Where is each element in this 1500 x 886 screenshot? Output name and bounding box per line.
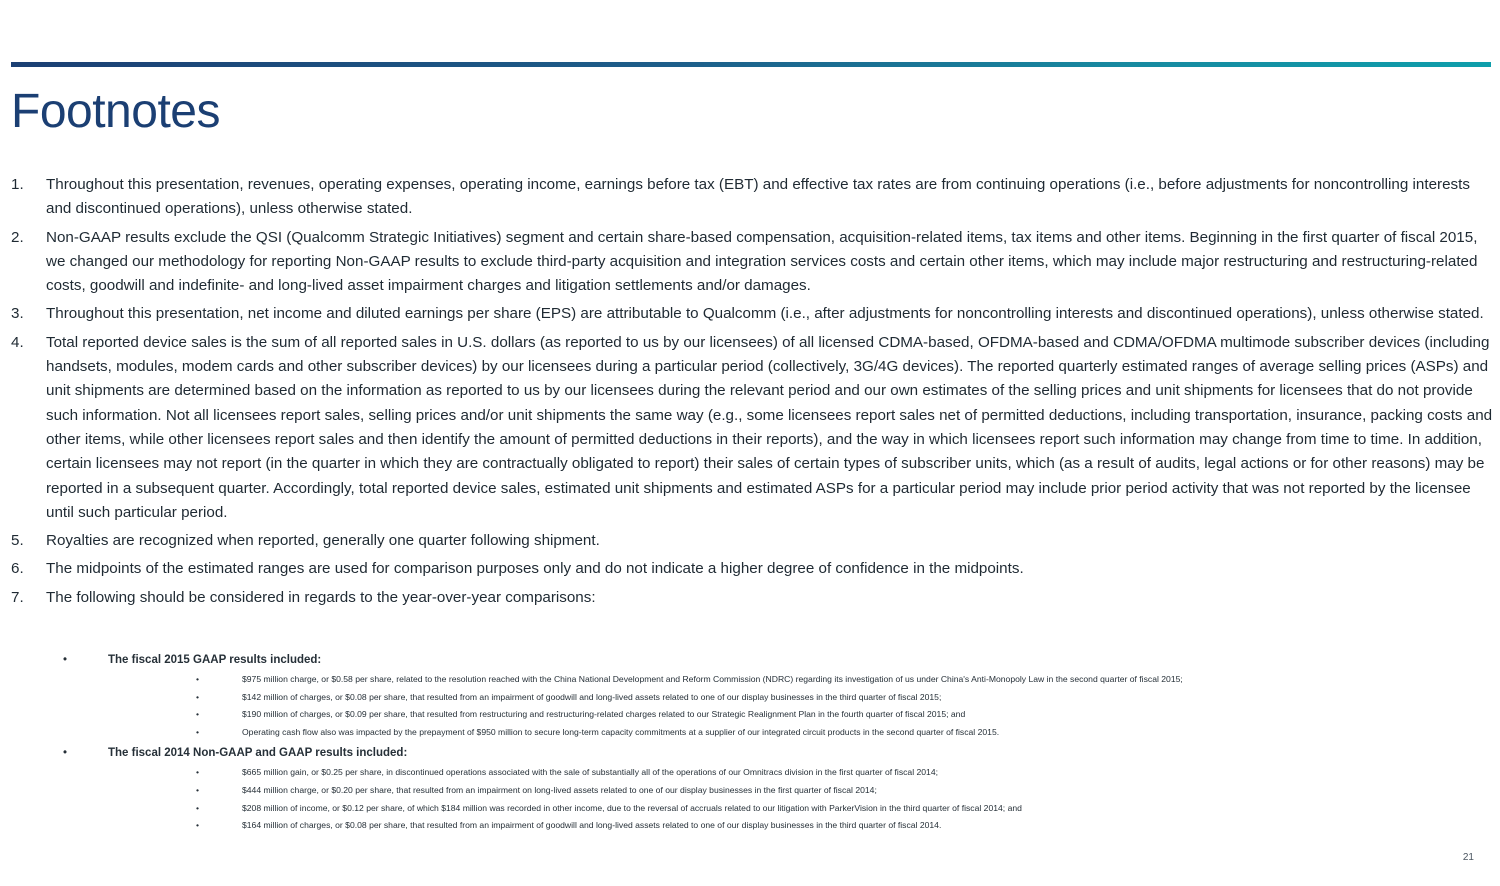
- bullet-icon: •: [196, 726, 200, 737]
- detail-item: [108, 671, 1495, 689]
- bullet-icon: •: [196, 709, 200, 720]
- detail-item: [108, 817, 1495, 835]
- footnote-number: 4.: [11, 333, 24, 351]
- footnote-number: 5.: [11, 532, 24, 550]
- subsection-heading: The fiscal 2015 GAAP results included:: [108, 654, 322, 666]
- subsection-fiscal-2015: [11, 652, 1495, 741]
- subsection-fiscal-2014: [11, 745, 1495, 834]
- footnote-1: [11, 173, 1495, 222]
- detail-item: [108, 706, 1495, 724]
- bullet-icon: •: [196, 784, 200, 795]
- year-over-year-details: [11, 652, 1495, 839]
- footnote-text: The midpoints of the estimated ranges are used for comparison purposes only and do not indicate a higher degree of confidence in the midpoints.: [46, 560, 1024, 578]
- footnote-number: 1.: [11, 176, 24, 193]
- detail-text: $142 million of charges, or $0.08 per share, that resulted from an impairment of goodwill and long-lived assets related to one of our display businesses in the third quarter of fiscal 2015;: [242, 691, 942, 702]
- footnote-text: Throughout this presentation, revenues, operating expenses, operating income, earnings before tax (EBT) and effective tax rates are from continuing operations (i.e., before adjustments for noncontrolling interests and discontinued operations), unless otherwise stated.: [46, 176, 1470, 218]
- bullet-icon: •: [63, 747, 68, 760]
- header-rule: [11, 62, 1491, 67]
- bullet-icon: •: [196, 767, 200, 778]
- subsection-list: [11, 652, 1495, 835]
- detail-text: $208 million of income, or $0.12 per share, of which $184 million was recorded in other income, due to the reversal of accruals related to our litigation with ParkerVision in the third quarter of fiscal 2014; and: [242, 802, 1022, 813]
- bullet-icon: •: [196, 674, 200, 684]
- footnotes-list: [11, 173, 1495, 614]
- detail-item: [108, 782, 1495, 800]
- footnote-7: [11, 586, 1495, 610]
- bullet-icon: •: [196, 802, 200, 813]
- footnote-text: Throughout this presentation, net income and diluted earnings per share (EPS) are attributable to Qualcomm (i.e., after adjustments for noncontrolling interests and discontinued operations), unless otherwise stated.: [46, 305, 1484, 323]
- detail-text: $190 million of charges, or $0.09 per share, that resulted from restructuring and restructuring-related charges related to our Strategic Realignment Plan in the fourth quarter of fiscal 2015; and: [242, 709, 966, 720]
- detail-text: $665 million gain, or $0.25 per share, in discontinued operations associated with the sale of substantially all of the operations of our Omnitracs division in the first quarter of fiscal 2014;: [242, 767, 939, 778]
- detail-item: [108, 689, 1495, 707]
- footnote-number: 6.: [11, 560, 24, 578]
- subsection-heading: The fiscal 2014 Non-GAAP and GAAP results included:: [108, 747, 408, 760]
- page-number: 21: [1462, 852, 1474, 863]
- footnote-text: The following should be considered in regards to the year-over-year comparisons:: [46, 588, 596, 606]
- footnote-text: Royalties are recognized when reported, generally one quarter following shipment.: [46, 532, 600, 550]
- footnote-3: [11, 302, 1495, 326]
- page-title: Footnotes: [11, 85, 220, 138]
- detail-item: [108, 724, 1495, 742]
- detail-item: [108, 764, 1495, 782]
- detail-list: [108, 671, 1495, 741]
- bullet-icon: •: [63, 654, 68, 666]
- detail-list: [108, 764, 1495, 834]
- detail-item: [108, 800, 1495, 818]
- footnote-2: [11, 226, 1495, 299]
- footnote-6: [11, 557, 1495, 581]
- detail-text: $444 million charge, or $0.20 per share, that resulted from an impairment on long-lived assets related to one of our display businesses in the first quarter of fiscal 2014;: [242, 784, 877, 795]
- footnote-4: [11, 331, 1495, 525]
- detail-text: Operating cash flow also was impacted by the prepayment of $950 million to secure long-term capacity commitments at a supplier of our integrated circuit products in the second quarter of fiscal 2015.: [242, 726, 1000, 737]
- footnote-number: 7.: [11, 588, 24, 606]
- bullet-icon: •: [196, 820, 200, 831]
- detail-text: $975 million charge, or $0.58 per share, related to the resolution reached with the China National Development and Reform Commission (NDRC) regarding its investigation of us under China's Anti-Monopoly Law in the second quarter of fiscal 2015;: [242, 674, 1183, 684]
- footnote-text: Total reported device sales is the sum of all reported sales in U.S. dollars (as reported to us by our licensees) of all licensed CDMA-based, OFDMA-based and CDMA/OFDMA multimode subscriber devices (including handsets, modules, modem cards and other subscriber devices) by our licensees during a particular period (collectively, 3G/4G devices). The reported quarterly estimated ranges of average selling prices (ASPs) and unit shipments are determined based on the information as reported to us by our licensees during the relevant period and our own estimates of the selling prices and unit shipments for licensees that do not provide such information. Not all licensees report sales, selling prices and/or unit shipments the same way (e.g., some licensees report sales net of permitted deductions, including transportation, insurance, packing costs and other items, while other licensees report sales and then identify the amount of permitted deductions in their reports), and the way in which licensees report such information may change from time to time. In addition, certain licensees may not report (in the quarter in which they are contractually obligated to report) their sales of certain types of subscriber units, which (as a result of audits, legal actions or for other reasons) may be reported in a subsequent quarter. Accordingly, total reported device sales, estimated unit shipments and estimated ASPs for a particular period may include prior period activity that was not reported by the licensee until such particular period.: [46, 333, 1493, 521]
- footnote-text: Non-GAAP results exclude the QSI (Qualcomm Strategic Initiatives) segment and certain share-based compensation, acquisition-related items, tax items and other items. Beginning in the first quarter of fiscal 2015, we changed our methodology for reporting Non-GAAP results to exclude third-party acquisition and integration services costs and certain other items, which may include major restructuring and restructuring-related costs, goodwill and indefinite- and long-lived asset impairment charges and litigation settlements and/or damages.: [46, 228, 1478, 295]
- footnote-number: 3.: [11, 305, 24, 323]
- footnote-5: [11, 529, 1495, 553]
- footnote-number: 2.: [11, 228, 24, 246]
- bullet-icon: •: [196, 691, 200, 702]
- detail-text: $164 million of charges, or $0.08 per share, that resulted from an impairment of goodwill and long-lived assets related to one of our display businesses in the third quarter of fiscal 2014.: [242, 820, 942, 831]
